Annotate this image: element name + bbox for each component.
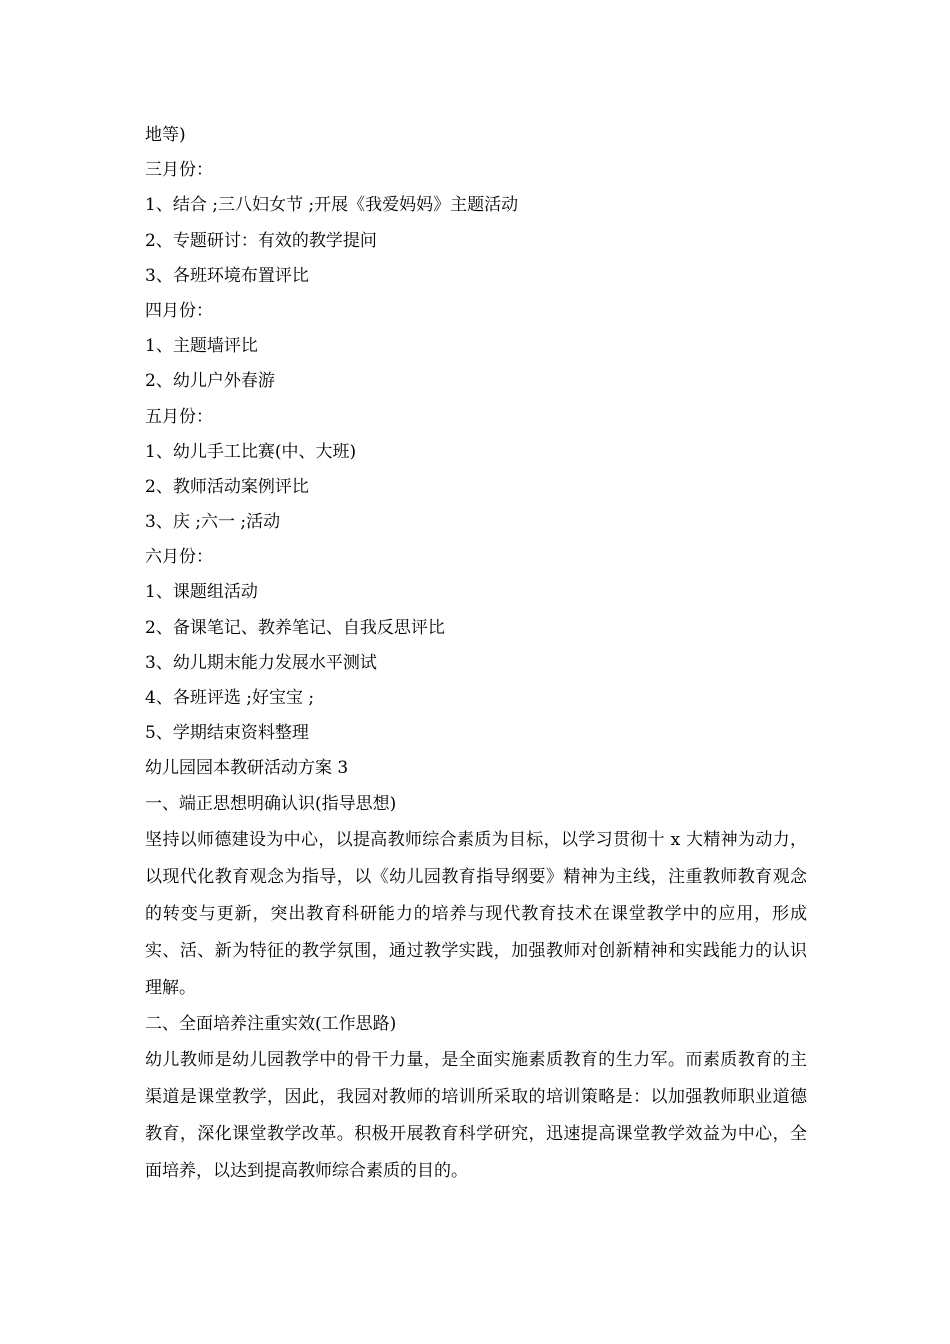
month-heading-june: 六月份： <box>145 547 213 568</box>
section-heading-2: 二、全面培养注重实效(工作思路) <box>145 1013 397 1034</box>
month-heading-march: 三月份： <box>145 160 213 181</box>
list-item: 3、庆 ;六一 ;活动 <box>145 512 281 533</box>
text-line: 地等) <box>145 125 186 145</box>
month-heading-april: 四月份： <box>145 300 213 321</box>
list-item: 2、幼儿户外春游 <box>145 371 275 392</box>
list-item: 1、课题组活动 <box>145 582 258 603</box>
month-heading-may: 五月份： <box>145 406 213 427</box>
section-title: 幼儿园园本教研活动方案 3 <box>145 758 349 779</box>
body-paragraph-1: 坚持以师德建设为中心，以提高教师综合素质为目标，以学习贯彻十 x 大精神为动力，以现代化教育观念为指导，以《幼儿园教育指导纲要》精神为主线，注重教师教育观念的转变与更新，突出教育科研能力的培养与现代教育技术在课堂教学中的应用，形成实、活、新为特征的教学氛围，通过教学实践，加强教师对创新精神和实践能力的认识理解。 <box>145 829 807 998</box>
list-item: 2、备课笔记、教养笔记、自我反思评比 <box>145 617 445 638</box>
list-item: 1、幼儿手工比赛(中、大班) <box>145 441 357 462</box>
document-page <box>145 118 807 1190</box>
list-item: 3、各班环境布置评比 <box>145 265 309 286</box>
list-item: 3、幼儿期末能力发展水平测试 <box>145 652 377 673</box>
body-paragraph-2: 幼儿教师是幼儿园教学中的骨干力量，是全面实施素质教育的生力军。而素质教育的主渠道是课堂教学，因此，我园对教师的培训所采取的培训策略是：以加强教师职业道德教育，深化课堂教学改革。积极开展教育科学研究，迅速提高课堂教学效益为中心，全面培养，以达到提高教师综合素质的目的。 <box>145 1049 807 1181</box>
list-item: 4、各班评选 ;好宝宝 ; <box>145 688 315 708</box>
list-item: 5、学期结束资料整理 <box>145 723 309 744</box>
list-item: 2、教师活动案例评比 <box>145 476 309 497</box>
list-item: 1、结合 ;三八妇女节 ;开展《我爱妈妈》主题活动 <box>145 195 519 216</box>
list-item: 2、专题研讨：有效的教学提问 <box>145 230 377 251</box>
section-heading-1: 一、端正思想明确认识(指导思想) <box>145 793 397 814</box>
list-item: 1、主题墙评比 <box>145 336 258 357</box>
